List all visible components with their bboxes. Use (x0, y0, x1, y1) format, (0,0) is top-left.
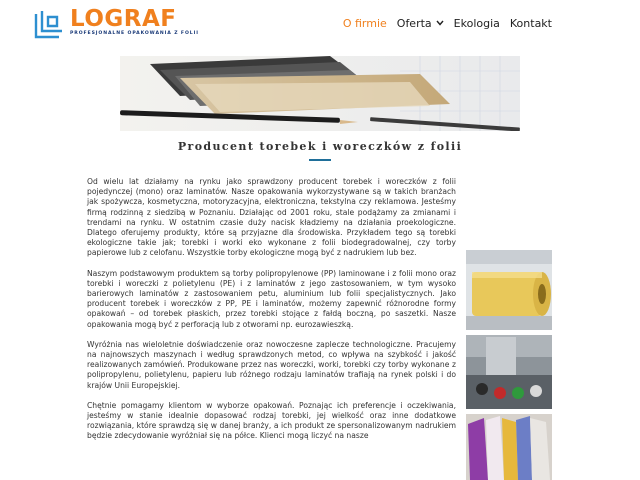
main-nav (333, 15, 552, 31)
main-content (87, 177, 456, 452)
film-roll-image (466, 250, 552, 330)
chevron-down-icon (436, 20, 444, 26)
nav-item-label: O firmie (342, 16, 387, 30)
page-title: Producent torebek i woreczków z folii (177, 140, 463, 153)
logo-mark-icon (34, 10, 66, 40)
content-paragraph: Wyróżnia nas wieloletnie doświadczenie oraz nowoczesne zaplecze technologiczne. Pracujemy na najnowszych maszynach i według sprawdzonych metod, co wpływa na szybkość i jakość realizowanych zamówień. Produkowane przez nas woreczki, worki, torebki czy torby wykonane z polipropylenu, polietylenu, papieru lub różnego rodzaju laminatów trafiają na rynek polski i do krajów Unii Europejskiej. (87, 339, 456, 390)
nav-item-oferta[interactable] (397, 17, 444, 30)
content-paragraph: Od wielu lat działamy na rynku jako sprawdzony producent torebek i woreczków z folii pojedynczej (mono) oraz laminatów. Nasze opakowania wykorzystywane są w takich branżach jak spożywcza, kosmetyczna, motoryzacyjna, elektroniczna, tekstylna czy reklamowa. Jesteśmy firmą rodzinną z siedzibą w Poznaniu. Działając od 2001 roku, stale podążamy za zmianami i trendami na rynku. W ostatnim czasie duży nacisk kładziemy na działania proekologiczne. Dlatego oferujemy produkty, które są przyjazne dla środowiska. Przykładem tego są torebki ekologiczne takie jak; torebki i worki eko wykonane z folii biodegradowalnej, czy torby papierowe lub z celofanu. Wszystkie torby ekologiczne mogą być z nadrukiem lub bez. (87, 177, 456, 258)
hero-banner-image (120, 56, 520, 131)
nav-item-o-firmie[interactable] (343, 17, 387, 30)
nav-item-label: Kontakt (509, 16, 552, 30)
content-paragraph: Naszym podstawowym produktem są torby polipropylenowe (PP) laminowane i z folii mono oraz torebki i woreczki z polietylenu (PE) i z laminatów z jego zastosowaniem, w tym wysoko barierowych laminatów z zastosowaniem petu, aluminium lub folii specjalistycznych. Jako producent torebek i woreczków z PP, PE i laminatów, możemy zapewnić różnorodne formy opakowań – od torebek płaskich, przez torebki stojące z fałdą boczną, po saszetki. Nasze opakowania mogą być z perforacją lub z otworami np. eurozawieszką. (87, 268, 456, 329)
hero-photo (120, 56, 520, 131)
logo-wordmark: LOGRAF (70, 6, 177, 32)
machine-buttons-image (466, 335, 552, 409)
nav-item-label: Ekologia (453, 16, 500, 30)
colorful-bags-image (466, 414, 552, 480)
content-paragraph: Chętnie pomagamy klientom w wyborze opakowań. Poznając ich preferencje i oczekiwania, jesteśmy w stanie idealnie dopasować rodzaj torebki, jej wielkość oraz inne dodatkowe rozwiązania, które sprawdzą się w danej branży, a ich produkt ze spersonalizowanym nadrukiem będzie zdecydowanie wyróżniał się na półce. Klienci mogą liczyć na nasze (87, 400, 456, 441)
title-divider (309, 159, 331, 161)
nav-item-ekologia[interactable] (454, 17, 500, 30)
site-header (0, 0, 640, 46)
nav-item-kontakt[interactable] (510, 17, 552, 30)
logo-tagline: PROFESJONALNE OPAKOWANIA Z FOLII (70, 31, 199, 36)
nav-item-label: Oferta (396, 16, 432, 30)
logo[interactable] (34, 6, 199, 40)
